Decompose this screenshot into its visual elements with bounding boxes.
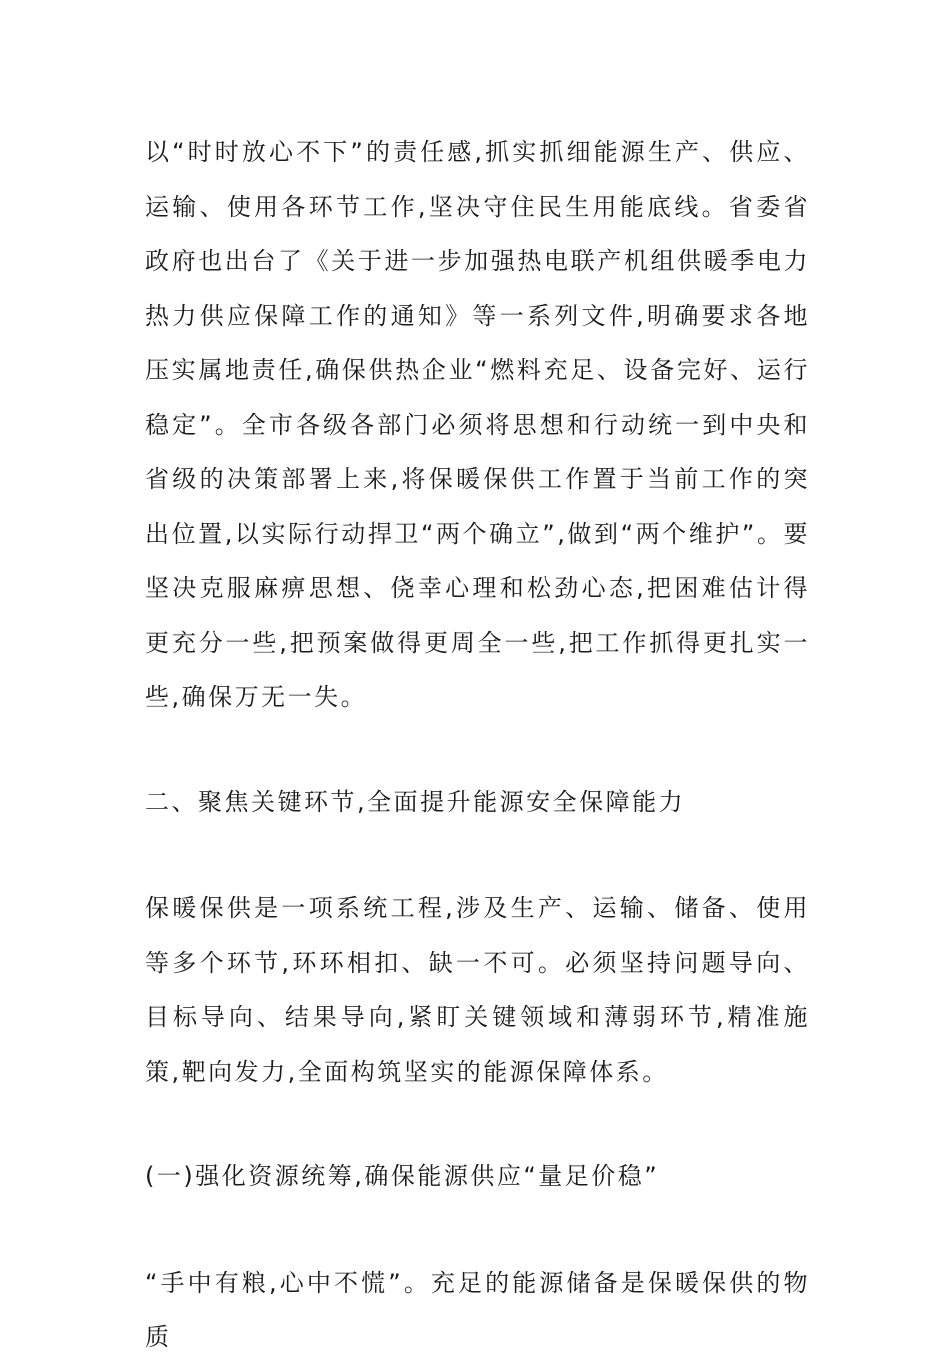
paragraph-system-engineering: 保暖保供是一项系统工程,涉及生产、运输、储备、使用等多个环节,环环相扣、缺一不可。必须坚持问题导向、目标导向、结果导向,紧盯关键领域和薄弱环节,精准施策,靶向发力,全面构筑坚实的能源保障体系。	[145, 894, 810, 1086]
document-body	[145, 125, 810, 1365]
paragraph-spacer	[145, 1204, 810, 1256]
paragraph-spacer	[145, 1099, 810, 1149]
paragraph-responsibility: 以“时时放心不下”的责任感,抓实抓细能源生产、供应、运输、使用各环节工作,坚决守住民生用能底线。省委省政府也出台了《关于进一步加强热电联产机组供暖季电力热力供应保障工作的通知》等一系列文件,明确要求各地压实属地责任,确保供热企业“燃料充足、设备完好、运行稳定”。全市各级各部门必须将思想和行动统一到中央和省级的决策部署上来,将保暖保供工作置于当前工作的突出位置,以实际行动捍卫“两个确立”,做到“两个维护”。要坚决克服麻痹思想、侥幸心理和松劲心态,把困难估计得更充分一些,把预案做得更周全一些,把工作抓得更扎实一些,确保万无一失。	[145, 138, 810, 711]
paragraph-spacer	[145, 829, 810, 881]
paragraph-energy-reserve: “手中有粮,心中不慌”。充足的能源储备是保暖保供的物质	[145, 1268, 810, 1351]
section-heading: 二、聚焦关键环节,全面提升能源安全保障能力	[145, 787, 686, 816]
subsection-heading: (一)强化资源统筹,确保能源供应“量足价稳”	[145, 1162, 660, 1190]
paragraph-spacer	[145, 725, 810, 775]
